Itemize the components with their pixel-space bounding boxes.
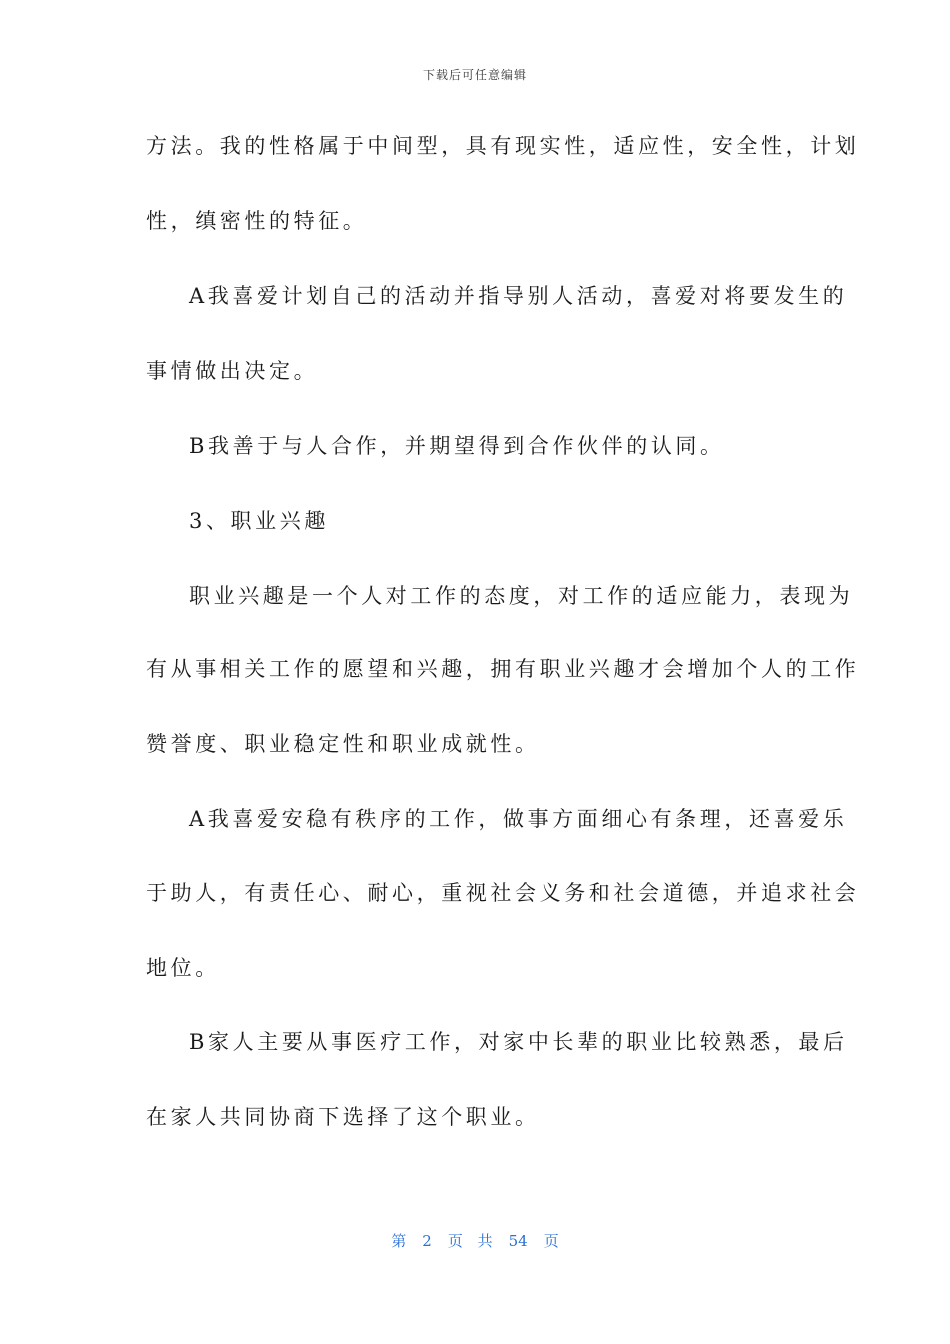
paragraph-line: B我善于与人合作，并期望得到合作伙伴的认同。 [189, 434, 725, 458]
paragraph-line: 赞誉度、职业稳定性和职业成就性。 [146, 732, 540, 756]
footer-page-number: 2 [422, 1232, 432, 1250]
paragraph-line: 性，缜密性的特征。 [146, 209, 368, 233]
paragraph-line: 地位。 [146, 956, 220, 980]
paragraph-line: A我喜爱计划自己的活动并指导别人活动，喜爱对将要发生的 [189, 284, 848, 308]
paragraph-line: 职业兴趣是一个人对工作的态度，对工作的适应能力，表现为 [189, 584, 854, 608]
paragraph-line: 于助人，有责任心、耐心，重视社会义务和社会道德，并追求社会 [146, 881, 860, 905]
page-header: 下载后可任意编辑 [422, 68, 527, 82]
footer-middle: 页 共 [447, 1232, 493, 1250]
page-footer [0, 1230, 950, 1251]
paragraph-line: B家人主要从事医疗工作，对家中长辈的职业比较熟悉，最后 [189, 1030, 848, 1054]
footer-suffix: 页 [543, 1232, 559, 1250]
section-heading: 3、职业兴趣 [189, 509, 329, 533]
paragraph-line: 方法。我的性格属于中间型，具有现实性，适应性，安全性，计划 [146, 134, 860, 158]
paragraph-line: 在家人共同协商下选择了这个职业。 [146, 1105, 540, 1129]
paragraph-line: A我喜爱安稳有秩序的工作，做事方面细心有条理，还喜爱乐 [189, 807, 848, 831]
paragraph-line: 事情做出决定。 [146, 359, 319, 383]
paragraph-line: 有从事相关工作的愿望和兴趣，拥有职业兴趣才会增加个人的工作 [146, 657, 860, 681]
footer-total-pages: 54 [508, 1232, 528, 1250]
footer-prefix: 第 [391, 1232, 407, 1250]
